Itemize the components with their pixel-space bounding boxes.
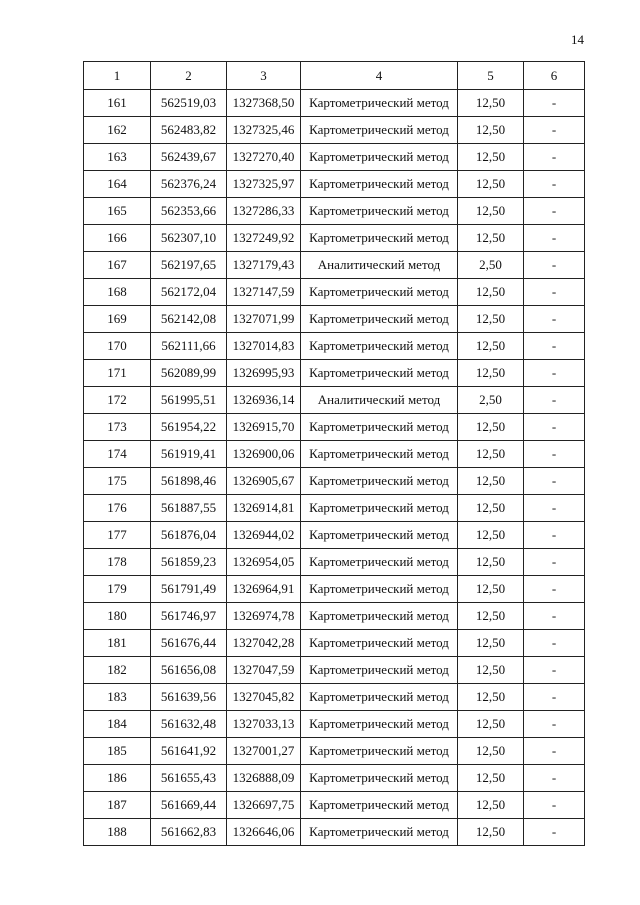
y-coordinate-cell: 1327071,99: [227, 306, 301, 333]
x-coordinate-cell: 561791,49: [151, 576, 227, 603]
y-coordinate-cell: 1326974,78: [227, 603, 301, 630]
accuracy-cell: 12,50: [458, 792, 524, 819]
note-cell: -: [524, 225, 585, 252]
method-cell: Картометрический метод: [301, 711, 458, 738]
y-coordinate-cell: 1327045,82: [227, 684, 301, 711]
accuracy-cell: 12,50: [458, 90, 524, 117]
table-row: [84, 522, 585, 549]
note-cell: -: [524, 414, 585, 441]
accuracy-cell: 12,50: [458, 738, 524, 765]
accuracy-cell: 12,50: [458, 630, 524, 657]
accuracy-cell: 12,50: [458, 171, 524, 198]
y-coordinate-cell: 1327249,92: [227, 225, 301, 252]
table-row: [84, 711, 585, 738]
point-number-cell: 166: [84, 225, 151, 252]
method-cell: Картометрический метод: [301, 657, 458, 684]
method-cell: Картометрический метод: [301, 630, 458, 657]
point-number-cell: 178: [84, 549, 151, 576]
column-header: 4: [301, 62, 458, 90]
accuracy-cell: 2,50: [458, 387, 524, 414]
point-number-cell: 186: [84, 765, 151, 792]
accuracy-cell: 12,50: [458, 279, 524, 306]
x-coordinate-cell: 561887,55: [151, 495, 227, 522]
note-cell: -: [524, 306, 585, 333]
method-cell: Картометрический метод: [301, 360, 458, 387]
method-cell: Картометрический метод: [301, 603, 458, 630]
accuracy-cell: 12,50: [458, 603, 524, 630]
y-coordinate-cell: 1327325,97: [227, 171, 301, 198]
accuracy-cell: 12,50: [458, 441, 524, 468]
table-row: [84, 738, 585, 765]
point-number-cell: 185: [84, 738, 151, 765]
accuracy-cell: 12,50: [458, 360, 524, 387]
x-coordinate-cell: 561919,41: [151, 441, 227, 468]
method-cell: Картометрический метод: [301, 738, 458, 765]
point-number-cell: 181: [84, 630, 151, 657]
method-cell: Картометрический метод: [301, 333, 458, 360]
method-cell: Картометрический метод: [301, 171, 458, 198]
point-number-cell: 187: [84, 792, 151, 819]
x-coordinate-cell: 561746,97: [151, 603, 227, 630]
y-coordinate-cell: 1327147,59: [227, 279, 301, 306]
note-cell: -: [524, 603, 585, 630]
accuracy-cell: 12,50: [458, 333, 524, 360]
table-row: [84, 117, 585, 144]
point-number-cell: 162: [84, 117, 151, 144]
x-coordinate-cell: 562172,04: [151, 279, 227, 306]
note-cell: -: [524, 630, 585, 657]
note-cell: -: [524, 117, 585, 144]
method-cell: Аналитический метод: [301, 252, 458, 279]
note-cell: -: [524, 360, 585, 387]
note-cell: -: [524, 819, 585, 846]
y-coordinate-cell: 1326944,02: [227, 522, 301, 549]
x-coordinate-cell: 561639,56: [151, 684, 227, 711]
method-cell: Картометрический метод: [301, 441, 458, 468]
point-number-cell: 183: [84, 684, 151, 711]
note-cell: -: [524, 576, 585, 603]
point-number-cell: 172: [84, 387, 151, 414]
table-row: [84, 576, 585, 603]
table-row: [84, 441, 585, 468]
note-cell: -: [524, 522, 585, 549]
x-coordinate-cell: 562197,65: [151, 252, 227, 279]
method-cell: Аналитический метод: [301, 387, 458, 414]
method-cell: Картометрический метод: [301, 279, 458, 306]
method-cell: Картометрический метод: [301, 90, 458, 117]
x-coordinate-cell: 561655,43: [151, 765, 227, 792]
accuracy-cell: 12,50: [458, 306, 524, 333]
note-cell: -: [524, 198, 585, 225]
x-coordinate-cell: 561676,44: [151, 630, 227, 657]
y-coordinate-cell: 1326888,09: [227, 765, 301, 792]
point-number-cell: 164: [84, 171, 151, 198]
table-row: [84, 819, 585, 846]
x-coordinate-cell: 562353,66: [151, 198, 227, 225]
column-header: 5: [458, 62, 524, 90]
table-row: [84, 603, 585, 630]
accuracy-cell: 12,50: [458, 711, 524, 738]
y-coordinate-cell: 1326954,05: [227, 549, 301, 576]
table-row: [84, 252, 585, 279]
point-number-cell: 168: [84, 279, 151, 306]
x-coordinate-cell: 561954,22: [151, 414, 227, 441]
x-coordinate-cell: 561859,23: [151, 549, 227, 576]
table-row: [84, 144, 585, 171]
note-cell: -: [524, 468, 585, 495]
point-number-cell: 167: [84, 252, 151, 279]
method-cell: Картометрический метод: [301, 144, 458, 171]
accuracy-cell: 12,50: [458, 576, 524, 603]
accuracy-cell: 12,50: [458, 549, 524, 576]
method-cell: Картометрический метод: [301, 522, 458, 549]
x-coordinate-cell: 562142,08: [151, 306, 227, 333]
accuracy-cell: 12,50: [458, 819, 524, 846]
table-row: [84, 468, 585, 495]
point-number-cell: 169: [84, 306, 151, 333]
method-cell: Картометрический метод: [301, 549, 458, 576]
x-coordinate-cell: 562089,99: [151, 360, 227, 387]
x-coordinate-cell: 561641,92: [151, 738, 227, 765]
y-coordinate-cell: 1326905,67: [227, 468, 301, 495]
note-cell: -: [524, 279, 585, 306]
accuracy-cell: 12,50: [458, 684, 524, 711]
note-cell: -: [524, 144, 585, 171]
column-header: 6: [524, 62, 585, 90]
note-cell: -: [524, 252, 585, 279]
point-number-cell: 171: [84, 360, 151, 387]
note-cell: -: [524, 792, 585, 819]
point-number-cell: 165: [84, 198, 151, 225]
point-number-cell: 174: [84, 441, 151, 468]
method-cell: Картометрический метод: [301, 576, 458, 603]
point-number-cell: 182: [84, 657, 151, 684]
note-cell: -: [524, 684, 585, 711]
method-cell: Картометрический метод: [301, 225, 458, 252]
y-coordinate-cell: 1327042,28: [227, 630, 301, 657]
y-coordinate-cell: 1327368,50: [227, 90, 301, 117]
note-cell: -: [524, 738, 585, 765]
method-cell: Картометрический метод: [301, 117, 458, 144]
accuracy-cell: 12,50: [458, 522, 524, 549]
table-row: [84, 495, 585, 522]
y-coordinate-cell: 1326646,06: [227, 819, 301, 846]
y-coordinate-cell: 1327047,59: [227, 657, 301, 684]
note-cell: -: [524, 90, 585, 117]
point-number-cell: 163: [84, 144, 151, 171]
note-cell: -: [524, 549, 585, 576]
point-number-cell: 173: [84, 414, 151, 441]
column-header: 2: [151, 62, 227, 90]
table-row: [84, 684, 585, 711]
x-coordinate-cell: 561662,83: [151, 819, 227, 846]
y-coordinate-cell: 1327270,40: [227, 144, 301, 171]
note-cell: -: [524, 711, 585, 738]
table-header-row: [84, 62, 585, 90]
method-cell: Картометрический метод: [301, 198, 458, 225]
accuracy-cell: 12,50: [458, 225, 524, 252]
x-coordinate-cell: 562483,82: [151, 117, 227, 144]
method-cell: Картометрический метод: [301, 765, 458, 792]
table-row: [84, 279, 585, 306]
y-coordinate-cell: 1327179,43: [227, 252, 301, 279]
point-number-cell: 180: [84, 603, 151, 630]
x-coordinate-cell: 561656,08: [151, 657, 227, 684]
point-number-cell: 175: [84, 468, 151, 495]
table-row: [84, 306, 585, 333]
coordinates-table: [83, 61, 585, 846]
note-cell: -: [524, 171, 585, 198]
table-row: [84, 414, 585, 441]
x-coordinate-cell: 561876,04: [151, 522, 227, 549]
table-row: [84, 657, 585, 684]
x-coordinate-cell: 562439,67: [151, 144, 227, 171]
table-row: [84, 549, 585, 576]
y-coordinate-cell: 1326936,14: [227, 387, 301, 414]
accuracy-cell: 12,50: [458, 495, 524, 522]
point-number-cell: 177: [84, 522, 151, 549]
table-row: [84, 630, 585, 657]
x-coordinate-cell: 561898,46: [151, 468, 227, 495]
accuracy-cell: 2,50: [458, 252, 524, 279]
note-cell: -: [524, 333, 585, 360]
y-coordinate-cell: 1326914,81: [227, 495, 301, 522]
y-coordinate-cell: 1327286,33: [227, 198, 301, 225]
table-row: [84, 171, 585, 198]
x-coordinate-cell: 562111,66: [151, 333, 227, 360]
accuracy-cell: 12,50: [458, 468, 524, 495]
note-cell: -: [524, 765, 585, 792]
point-number-cell: 188: [84, 819, 151, 846]
x-coordinate-cell: 561995,51: [151, 387, 227, 414]
method-cell: Картометрический метод: [301, 306, 458, 333]
y-coordinate-cell: 1326915,70: [227, 414, 301, 441]
y-coordinate-cell: 1326900,06: [227, 441, 301, 468]
accuracy-cell: 12,50: [458, 414, 524, 441]
table-row: [84, 765, 585, 792]
table-row: [84, 360, 585, 387]
point-number-cell: 176: [84, 495, 151, 522]
note-cell: -: [524, 387, 585, 414]
table-row: [84, 333, 585, 360]
y-coordinate-cell: 1326697,75: [227, 792, 301, 819]
note-cell: -: [524, 657, 585, 684]
table-row: [84, 225, 585, 252]
y-coordinate-cell: 1327001,27: [227, 738, 301, 765]
y-coordinate-cell: 1327014,83: [227, 333, 301, 360]
accuracy-cell: 12,50: [458, 117, 524, 144]
note-cell: -: [524, 441, 585, 468]
point-number-cell: 184: [84, 711, 151, 738]
accuracy-cell: 12,50: [458, 765, 524, 792]
table-row: [84, 792, 585, 819]
note-cell: -: [524, 495, 585, 522]
method-cell: Картометрический метод: [301, 414, 458, 441]
x-coordinate-cell: 562307,10: [151, 225, 227, 252]
table-row: [84, 387, 585, 414]
y-coordinate-cell: 1327325,46: [227, 117, 301, 144]
x-coordinate-cell: 561669,44: [151, 792, 227, 819]
method-cell: Картометрический метод: [301, 468, 458, 495]
method-cell: Картометрический метод: [301, 819, 458, 846]
table-body: [84, 90, 585, 846]
point-number-cell: 179: [84, 576, 151, 603]
accuracy-cell: 12,50: [458, 198, 524, 225]
point-number-cell: 170: [84, 333, 151, 360]
y-coordinate-cell: 1326964,91: [227, 576, 301, 603]
method-cell: Картометрический метод: [301, 495, 458, 522]
table-row: [84, 198, 585, 225]
x-coordinate-cell: 562519,03: [151, 90, 227, 117]
y-coordinate-cell: 1327033,13: [227, 711, 301, 738]
x-coordinate-cell: 562376,24: [151, 171, 227, 198]
column-header: 3: [227, 62, 301, 90]
page-number: 14: [571, 32, 584, 47]
y-coordinate-cell: 1326995,93: [227, 360, 301, 387]
accuracy-cell: 12,50: [458, 144, 524, 171]
method-cell: Картометрический метод: [301, 792, 458, 819]
point-number-cell: 161: [84, 90, 151, 117]
x-coordinate-cell: 561632,48: [151, 711, 227, 738]
table-row: [84, 90, 585, 117]
accuracy-cell: 12,50: [458, 657, 524, 684]
column-header: 1: [84, 62, 151, 90]
method-cell: Картометрический метод: [301, 684, 458, 711]
